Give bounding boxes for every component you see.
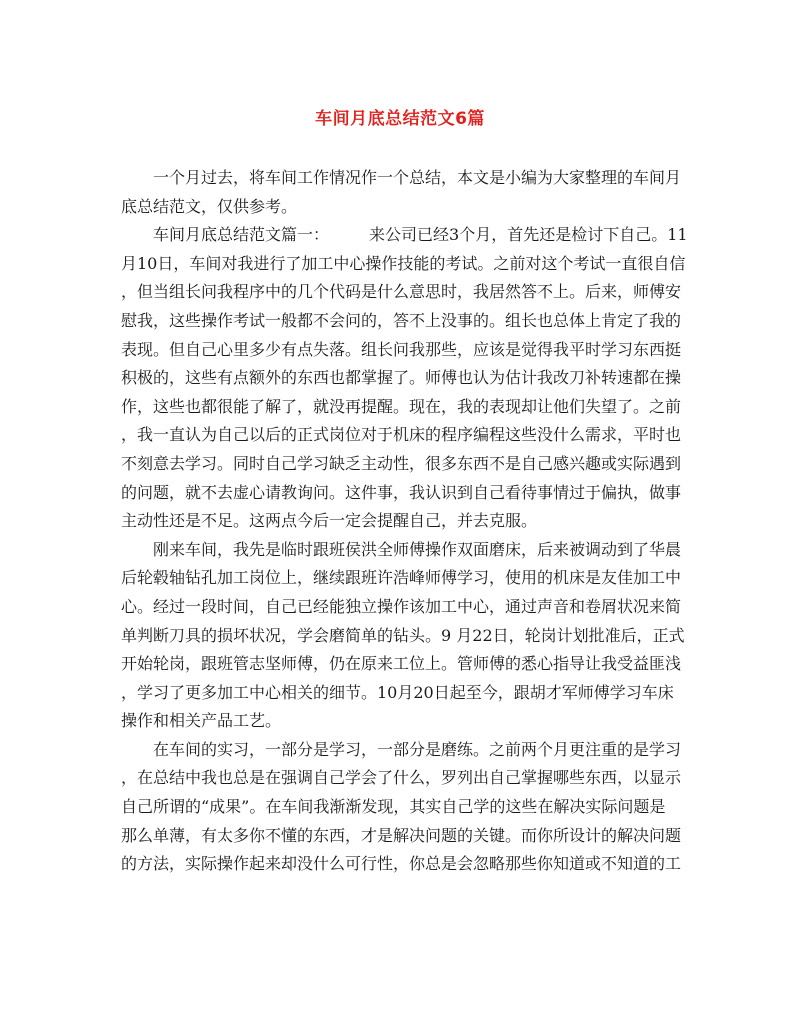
paragraph-line: 开始轮岗，跟班管志坚师傅，仍在原来工位上。管师傅的悉心指导让我受益匪浅 bbox=[121, 654, 682, 674]
paragraph-line: 的问题，就不去虚心请教询问。这件事，我认识到自己看待事情过于偏执，做事 bbox=[121, 482, 682, 502]
paragraph-line: 操作和相关产品工艺。 bbox=[121, 711, 282, 731]
paragraph-text: 来公司已经3个月，首先还是检讨下自己。11 bbox=[369, 225, 688, 245]
paragraph-line: 积极的，这些有点额外的东西也都掌握了。师傅也认为估计我改刀补转速都在操 bbox=[121, 368, 682, 388]
paragraph-line: 表现。但自己心里多少有点失落。组长问我那些，应该是觉得我平时学习东西挺 bbox=[121, 339, 682, 359]
paragraph-line: 底总结范文，仅供参考。 bbox=[121, 196, 298, 216]
paragraph-line: 慰我，这些操作考试一般都不会问的，答不上没事的。组长也总体上肯定了我的 bbox=[121, 310, 682, 330]
paragraph-line: 那么单薄，有太多你不懂的东西，才是解决问题的关键。而你所设计的解决问题 bbox=[121, 825, 682, 845]
paragraph-line: 单判断刀具的损坏状况，学会磨简单的钻头。9 月22日，轮岗计划批准后，正式 bbox=[121, 625, 685, 645]
paragraph-line: 作，这些也都很能了解了，就没再提醒。现在，我的表现却让他们失望了。之前 bbox=[121, 396, 682, 416]
paragraph-line: ，在总结中我也总是在强调自己学会了什么，罗列出自己掌握哪些东西，以显示 bbox=[121, 768, 682, 788]
paragraph-line: 在车间的实习，一部分是学习，一部分是磨练。之前两个月更注重的是学习 bbox=[153, 739, 682, 759]
paragraph-line: ，我一直认为自己以后的正式岗位对于机床的程序编程这些没什么需求，平时也 bbox=[121, 425, 682, 445]
paragraph-line: 心。经过一段时间，自己已经能独立操作该加工中心，通过声音和卷屑状况来简 bbox=[121, 596, 682, 616]
paragraph-line: 刚来车间，我先是临时跟班侯洪全师傅操作双面磨床，后来被调动到了华晨 bbox=[153, 539, 682, 559]
paragraph-line: 自己所谓的“成果”。在车间我渐渐发现，其实自己学的这些在解决实际问题是 bbox=[121, 797, 666, 817]
paragraph-line: 不刻意去学习。同时自己学习缺乏主动性，很多东西不是自己感兴趣或实际遇到 bbox=[121, 453, 682, 473]
paragraph-line: 的方法，实际操作起来却没什么可行性，你总是会忽略那些你知道或不知道的工 bbox=[121, 854, 682, 874]
paragraph-line bbox=[121, 221, 688, 250]
paragraph-line: 主动性还是不足。这两点今后一定会提醒自己，并去克服。 bbox=[121, 511, 538, 531]
paragraph-line: 月10日，车间对我进行了加工中心操作技能的考试。之前对这个考试一直很自信 bbox=[121, 253, 686, 273]
document-body bbox=[121, 164, 688, 879]
paragraph-line: 一个月过去，将车间工作情况作一个总结，本文是小编为大家整理的车间月 bbox=[153, 168, 682, 187]
section-heading: 车间月底总结范文篇一： bbox=[153, 225, 330, 245]
paragraph-line: ，但当组长问我程序中的几个代码是什么意思时，我居然答不上。后来，师傅安 bbox=[121, 282, 682, 302]
paragraph-line: 后轮毂轴钻孔加工岗位上，继续跟班许浩峰师傅学习，使用的机床是友佳加工中 bbox=[121, 568, 682, 588]
paragraph-line: ，学习了更多加工中心相关的细节。10月20日起至今，跟胡才军师傅学习车床 bbox=[121, 682, 674, 702]
document-title: 车间月底总结范文6篇 bbox=[315, 109, 485, 129]
